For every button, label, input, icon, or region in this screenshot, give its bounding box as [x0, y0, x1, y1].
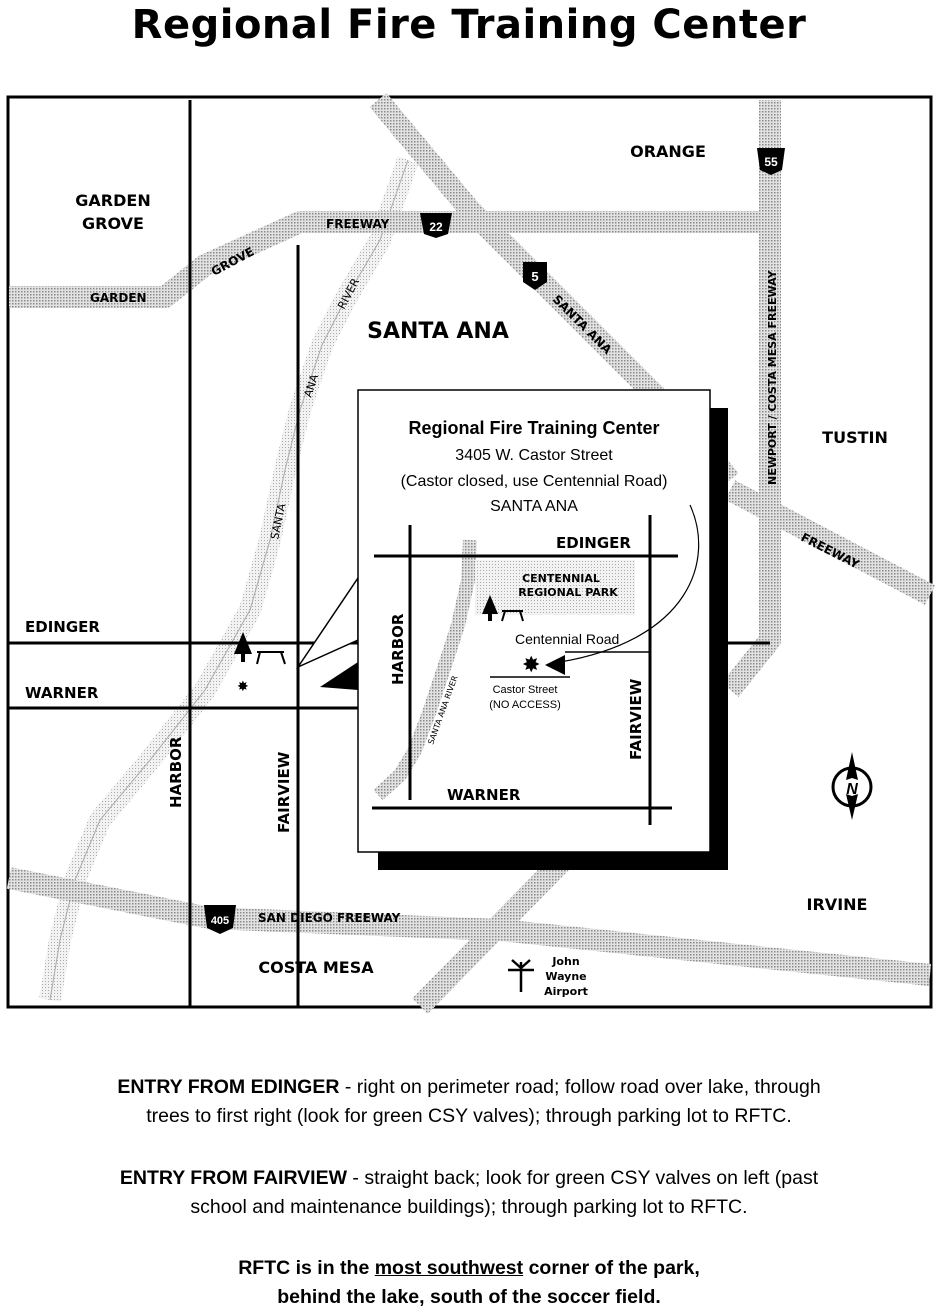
- airport-label-2: Wayne: [545, 970, 587, 983]
- inset-river-label: SANTA ANA RIVER: [426, 674, 460, 746]
- inset-city: SANTA ANA: [490, 498, 578, 515]
- rftc-star-icon: ✸: [237, 678, 249, 694]
- label-santa: SANTA: [268, 502, 289, 541]
- inset-park-2: REGIONAL PARK: [518, 586, 618, 599]
- note-1a: RFTC is in the: [238, 1257, 375, 1279]
- edinger-heading: ENTRY FROM EDINGER: [117, 1076, 340, 1098]
- inset-centennial-road: Centennial Road: [515, 631, 620, 647]
- label-freeway-22: FREEWAY: [326, 217, 390, 231]
- inset-warner: WARNER: [447, 786, 521, 804]
- label-newport-costa-mesa: NEWPORT / COSTA MESA FREEWAY: [766, 270, 779, 485]
- fairview-text-2: school and maintenance buildings); through parking lot to RFTC.: [190, 1196, 748, 1218]
- label-orange: ORANGE: [630, 142, 706, 161]
- label-grove: GROVE: [208, 244, 257, 279]
- note-2: behind the lake, south of the soccer field.: [277, 1286, 661, 1308]
- fairview-heading: ENTRY FROM FAIRVIEW: [119, 1167, 348, 1189]
- inset-rftc-star-icon: ✸: [522, 652, 541, 677]
- label-edinger: EDINGER: [25, 618, 100, 636]
- edinger-text-1: - right on perimeter road; follow road over lake, through: [339, 1076, 821, 1098]
- fairview-text-1: - straight back; look for green CSY valves on left (past: [347, 1167, 819, 1189]
- label-santa-ana: SANTA ANA: [367, 319, 509, 344]
- inset-address: 3405 W. Castor Street: [455, 447, 613, 464]
- inset-no-access: (NO ACCESS): [489, 699, 561, 711]
- label-freeway-right: FREEWAY: [798, 530, 862, 572]
- directions-edinger: [0, 1073, 938, 1131]
- inset-title: Regional Fire Training Center: [408, 418, 660, 438]
- svg-text:N: N: [846, 781, 858, 798]
- shield-22-icon: [420, 213, 452, 238]
- label-costa-mesa: COSTA MESA: [258, 958, 374, 977]
- svg-text:22: 22: [429, 220, 443, 234]
- svg-text:405: 405: [210, 915, 230, 927]
- note-1b: most southwest: [374, 1257, 524, 1279]
- svg-text:55: 55: [764, 155, 778, 169]
- inset-edinger: EDINGER: [556, 534, 631, 552]
- inset-note: (Castor closed, use Centennial Road): [400, 473, 668, 490]
- label-garden-grove-1: GARDEN: [75, 191, 151, 210]
- label-river: RIVER: [335, 276, 363, 312]
- airport-label-3: Airport: [544, 985, 588, 998]
- page-title: Regional Fire Training Center: [131, 2, 807, 48]
- label-san-diego-fwy: SAN DIEGO FREEWAY: [258, 911, 401, 925]
- label-harbor: HARBOR: [167, 736, 185, 808]
- inset-map: [358, 390, 728, 870]
- label-warner: WARNER: [25, 684, 99, 702]
- label-ana: ANA: [301, 372, 322, 399]
- inset-fairview: FAIRVIEW: [627, 678, 645, 760]
- inset-castor-street: Castor Street: [492, 684, 558, 696]
- airport-label-1: John: [552, 955, 580, 968]
- location-note: [0, 1254, 938, 1312]
- edinger-text-2: trees to first right (look for green CSY valves); through parking lot to RFTC.: [146, 1105, 792, 1127]
- label-irvine: IRVINE: [806, 895, 868, 914]
- label-tustin: TUSTIN: [822, 428, 888, 447]
- note-1c: corner of the park,: [523, 1257, 700, 1279]
- label-santa-ana-fwy: SANTA ANA: [549, 292, 615, 357]
- label-fairview: FAIRVIEW: [275, 751, 293, 833]
- label-garden: GARDEN: [90, 291, 147, 305]
- inset-harbor: HARBOR: [389, 613, 407, 685]
- svg-text:5: 5: [531, 269, 539, 284]
- label-garden-grove-2: GROVE: [82, 214, 144, 233]
- inset-park-1: CENTENNIAL: [522, 572, 600, 585]
- directions-fairview: [0, 1164, 938, 1222]
